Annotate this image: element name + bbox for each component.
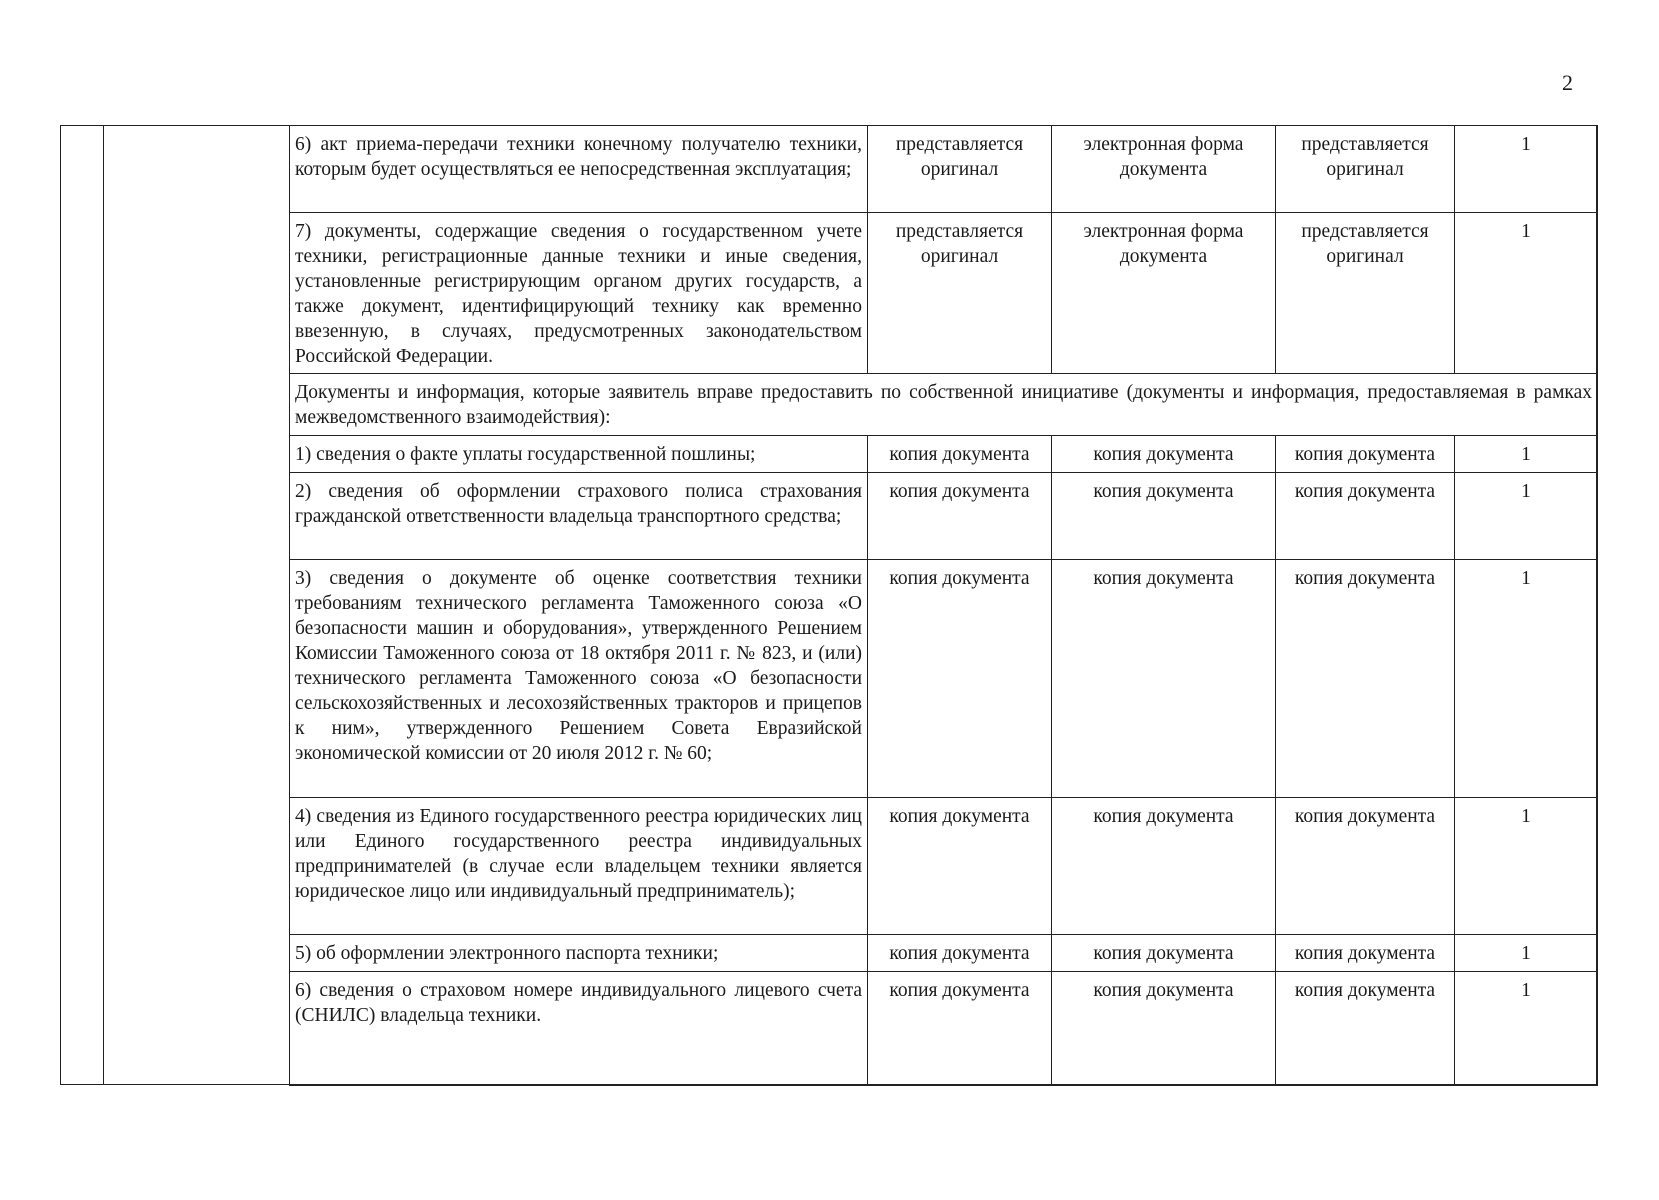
document-form-cell: копия документа xyxy=(1052,560,1276,798)
document-form-cell: копия документа xyxy=(1052,972,1276,1086)
page-number: 2 xyxy=(1562,70,1573,95)
section-heading: Документы и информация, которые заявитель вправе предоставить по собственной инициативе (документы и информация, предоставляемая в рамках межведомственного взаимодействия): xyxy=(290,374,1598,436)
document-description: 3) сведения о документе об оценке соответствия техники требованиям технического регламента Таможенного союза «О безопасности машин и оборудования», утвержденного Решением Комиссии Таможенного союза от 18 октября 2011 г. № 823, и (или) технического регламента Таможенного союза «О безопасности сельскохозяйственных и лесохозяйственных тракторов и прицепов к ним», утвержденного Решением Совета Евразийской экономической комиссии от 20 июля 2012 г. № 60; xyxy=(290,560,868,798)
document-description: 6) акт приема-передачи техники конечному получателю техники, которым будет осуществляться ее непосредственная эксплуатация; xyxy=(290,126,868,213)
table-row xyxy=(290,436,1598,473)
document-form-cell: копия документа xyxy=(1052,473,1276,560)
table-row xyxy=(290,560,1598,798)
quantity-cell: 1 xyxy=(1455,798,1598,935)
submission-form-cell: копия документа xyxy=(1276,560,1455,798)
submission-form-cell: представляется оригинал xyxy=(1276,213,1455,374)
document-form-cell: копия документа xyxy=(1052,436,1276,473)
submission-form-cell: копия документа xyxy=(1276,972,1455,1086)
document-form-cell: электронная форма документа xyxy=(1052,213,1276,374)
document-form-cell: копия документа xyxy=(1052,798,1276,935)
quantity-cell: 1 xyxy=(1455,436,1598,473)
submission-form-cell: копия документа xyxy=(868,798,1052,935)
submission-form-cell: копия документа xyxy=(868,436,1052,473)
table-row xyxy=(290,126,1598,213)
document-description: 4) сведения из Единого государственного реестра юридических лиц или Единого государственного реестра индивидуальных предпринимателей (в случае если владельцем техники является юридическое лицо или индивидуальный предприниматель); xyxy=(290,798,868,935)
quantity-cell: 1 xyxy=(1455,213,1598,374)
table-row xyxy=(290,213,1598,374)
submission-form-cell: представляется оригинал xyxy=(868,213,1052,374)
submission-form-cell: копия документа xyxy=(1276,473,1455,560)
column-divider xyxy=(103,126,104,1084)
table-row xyxy=(290,798,1598,935)
document-description: 7) документы, содержащие сведения о государственном учете техники, регистрационные данные техники и иные сведения, установленные регистрирующим органом других государств, а также документ, идентифицирующий технику как временно ввезенную, в случаях, предусмотренных законодательством Российской Федерации. xyxy=(290,213,868,374)
submission-form-cell: представляется оригинал xyxy=(868,126,1052,213)
submission-form-cell: копия документа xyxy=(868,935,1052,972)
submission-form-cell: копия документа xyxy=(868,473,1052,560)
document-description: 1) сведения о факте уплаты государственной пошлины; xyxy=(290,436,868,473)
document-form-cell: электронная форма документа xyxy=(1052,126,1276,213)
quantity-cell: 1 xyxy=(1455,473,1598,560)
document-form-cell: копия документа xyxy=(1052,935,1276,972)
quantity-cell: 1 xyxy=(1455,560,1598,798)
document-description: 2) сведения об оформлении страхового полиса страхования гражданской ответственности владельца транспортного средства; xyxy=(290,473,868,560)
quantity-cell: 1 xyxy=(1455,935,1598,972)
document-description: 6) сведения о страховом номере индивидуального лицевого счета (СНИЛС) владельца техники. xyxy=(290,972,868,1086)
submission-form-cell: копия документа xyxy=(868,560,1052,798)
submission-form-cell: копия документа xyxy=(1276,798,1455,935)
quantity-cell: 1 xyxy=(1455,126,1598,213)
table-row xyxy=(290,473,1598,560)
submission-form-cell: копия документа xyxy=(1276,935,1455,972)
submission-form-cell: копия документа xyxy=(1276,436,1455,473)
submission-form-cell: копия документа xyxy=(868,972,1052,1086)
document-description: 5) об оформлении электронного паспорта техники; xyxy=(290,935,868,972)
documents-table xyxy=(289,125,1598,1086)
submission-form-cell: представляется оригинал xyxy=(1276,126,1455,213)
table-row xyxy=(290,935,1598,972)
section-heading-row xyxy=(290,374,1598,436)
quantity-cell: 1 xyxy=(1455,972,1598,1086)
table-row xyxy=(290,972,1598,1086)
